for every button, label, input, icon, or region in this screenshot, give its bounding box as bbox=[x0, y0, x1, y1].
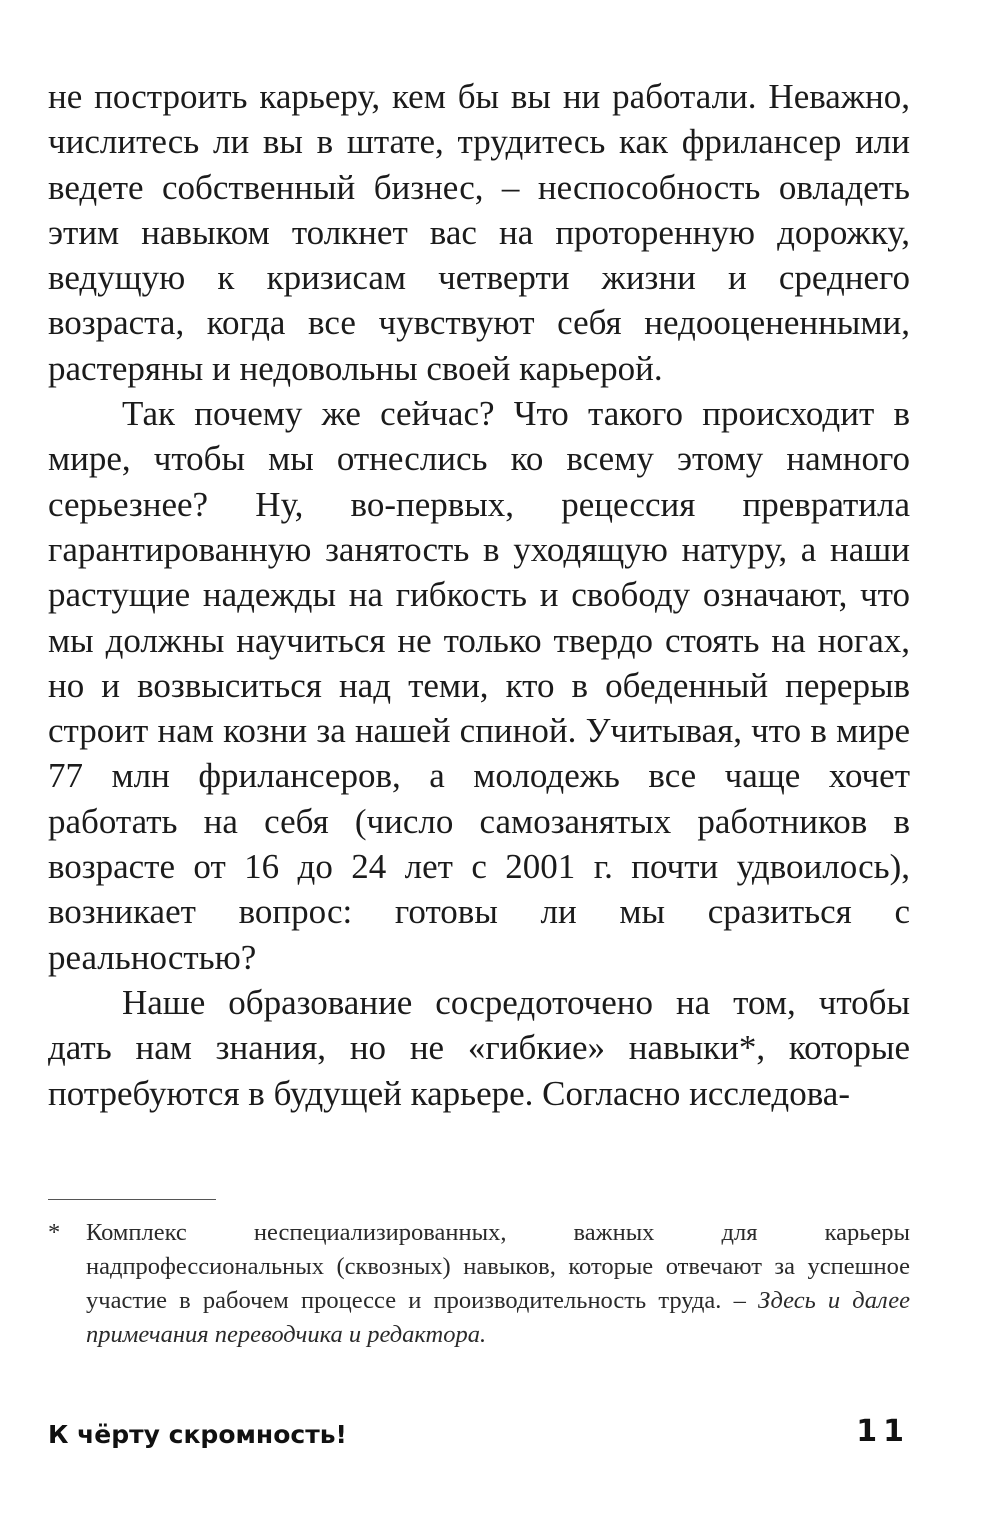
footnote bbox=[48, 1216, 910, 1352]
paragraph-2: Так почему же сейчас? Что такого происходит в мире, чтобы мы отнеслись ко всему этому намного серьезнее? Ну, во-первых, рецессия превратила гарантированную занятость в уходящую натуру, а наши растущие надежды на гибкость и свободу означают, что мы должны научиться не только твердо стоять на ногах, но и возвыситься над теми, кто в обеденный перерыв строит нам козни за нашей спиной. Учитывая, что в мире 77 млн фрилансеров, а молодежь все чаще хочет работать на себя (число самозанятых работников в возрасте от 16 до 24 лет с 2001 г. почти удвоилось), возникает вопрос: готовы ли мы сразиться с реальностью? bbox=[48, 394, 910, 977]
paragraph-3: Наше образование сосредоточено на том, чтобы дать нам знания, но не «гибкие» навыки*, которые потребуются в будущей карьере. Согласно исследова- bbox=[48, 982, 910, 1113]
footnote-divider bbox=[48, 1199, 216, 1200]
footnote-text: Комплекс неспециализированных, важных для карьеры надпрофессиональных (сквозных) навыков, которые отвечают за успешное участие в рабочем процессе и производительность труда. – bbox=[86, 1219, 910, 1314]
footnote-asterisk: * bbox=[48, 1219, 61, 1246]
running-footer-title: К чёрту скромность! bbox=[48, 1420, 347, 1449]
page-number: 11 bbox=[856, 1414, 910, 1449]
paragraph-1: не построить карьеру, кем бы вы ни работали. Неважно, числитесь ли вы в штате, трудитесь как фрилансер или ведете собственный бизнес, – неспособность овладеть этим навыком толкнет вас на проторенную дорожку, ведущую к кризисам четверти жизни и среднего возраста, когда все чувствуют себя недооцененными, растеряны и недовольны своей карьерой. bbox=[48, 77, 910, 388]
main-text bbox=[48, 74, 910, 1116]
footnote-editor-note: Здесь и далее примечания переводчика и редактора. bbox=[86, 1287, 910, 1348]
